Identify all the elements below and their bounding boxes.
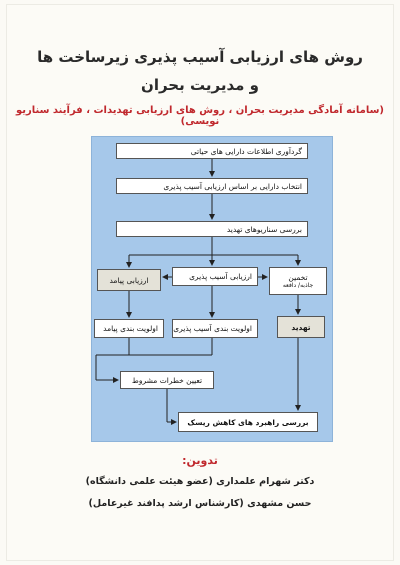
flow-eval-vulnerability: ارزیابی آسیب پذیری <box>172 267 258 286</box>
flow-step-threat-scenarios: بررسی سناریوهای تهدید <box>116 221 308 237</box>
flow-priority-vulnerability: اولویت بندی آسیب پذیری <box>172 319 258 338</box>
flow-conditional-risk: تعیین خطرات مشروط <box>120 371 214 389</box>
flow-threat: تهدید <box>277 316 325 338</box>
book-title-line1: روش های ارزیابی آسیب پذیری زیرساخت ها <box>37 48 363 66</box>
author-2: حسن مشهدی (کارشناس ارشد پدافند غیرعامل) <box>88 498 312 509</box>
flow-step-collect-assets: گردآوری اطلاعات دارایی های حیاتی <box>116 143 308 159</box>
flow-estimate <box>269 267 327 295</box>
estimate-title: تخمین <box>288 273 308 282</box>
author-1: دکتر شهرام علمداری (عضو هیئت علمی دانشگاه) <box>85 476 315 487</box>
book-title-line2: و مدیریت بحران <box>141 76 259 94</box>
book-subtitle: (سامانه آمادگی مدیریت بحران ، روش های ارزیابی تهدیدات ، فرآیند سناریو نویسی) <box>15 105 385 127</box>
flow-priority-consequence: اولویت بندی پیامد <box>94 319 164 338</box>
authors-label: تدوین: <box>182 454 218 467</box>
flow-eval-consequence: ارزیابی پیامد <box>97 269 161 291</box>
flow-risk-reduction: بررسی راهبرد های کاهش ریسک <box>178 412 318 432</box>
flow-step-select-asset: انتخاب دارایی بر اساس ارزیابی آسیب پذیری <box>116 178 308 194</box>
estimate-subtitle: جاذبه/ دافعه <box>282 282 314 289</box>
